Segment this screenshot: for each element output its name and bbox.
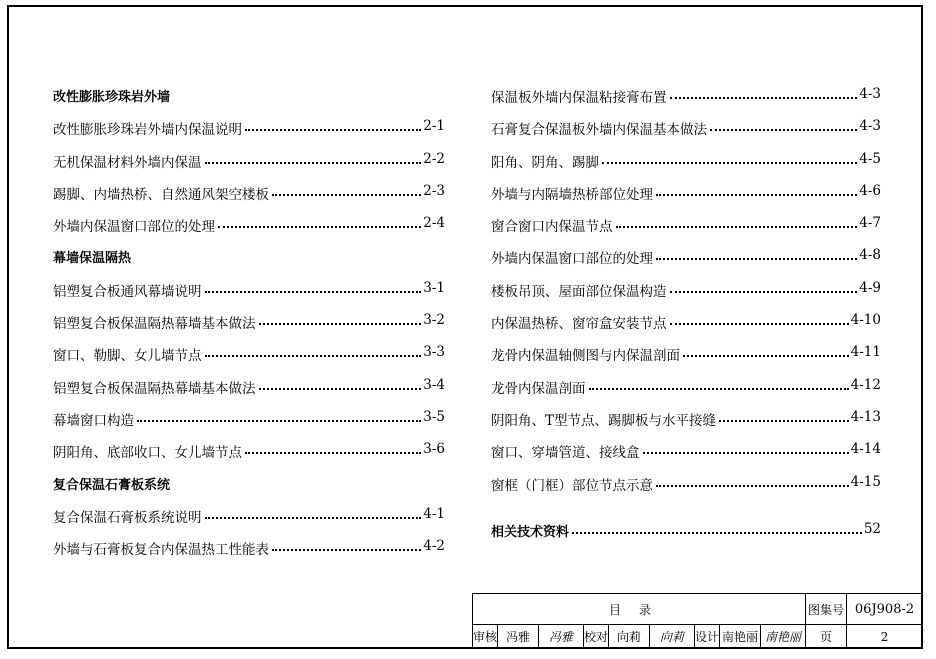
toc-entry-title: 改性膨胀珍珠岩外墙 (53, 90, 171, 105)
toc-entry (491, 312, 881, 344)
toc-entry (491, 183, 881, 215)
toc-entry-page: 52 (863, 520, 881, 537)
dot-leader (272, 538, 421, 551)
dot-leader (205, 280, 422, 293)
toc-entry (53, 280, 445, 312)
toc-entry (53, 118, 445, 150)
dot-leader (683, 344, 849, 357)
toc-entry (491, 474, 881, 506)
dot-leader (205, 344, 422, 357)
toc-entry-page: 4-11 (850, 344, 881, 361)
toc-entry (491, 280, 881, 312)
toc-section-heading (53, 474, 445, 506)
document-title: 目录 (473, 594, 806, 625)
toc-entry-page: 3-6 (423, 441, 445, 458)
toc-entry (491, 521, 881, 553)
toc-entry-title: 石膏复合保温板外墙内保温基本做法 (491, 122, 707, 139)
toc-entry-page: 4-9 (859, 279, 881, 296)
toc-entry (53, 344, 445, 376)
toc-entry-title: 相关技术资料 (491, 524, 570, 540)
toc-entry-title: 踢脚、内墙热桥、自然通风架空楼板 (53, 186, 269, 203)
dot-leader (602, 151, 857, 164)
dot-leader (710, 118, 857, 131)
toc-entry-title: 龙骨内保温剖面 (491, 380, 586, 397)
toc-entry-page: 2-2 (423, 150, 445, 167)
design-label: 设计 (695, 625, 720, 649)
toc-entry-page: 4-3 (859, 86, 881, 102)
toc-entry (53, 151, 445, 183)
toc-entry-page: 4-10 (850, 312, 881, 329)
toc-entry-page: 4-14 (850, 441, 881, 458)
toc-entry-title: 窗框（门框）部位节点示意 (491, 477, 653, 494)
toc-entry-page: 4-15 (850, 473, 881, 490)
toc-entry (53, 312, 445, 344)
dot-leader (670, 86, 858, 99)
toc-entry-title: 无机保温材料外墙内保温 (53, 154, 202, 171)
toc-entry-title: 窗口、穿墙管道、接线盒 (491, 445, 640, 462)
toc-entry (491, 86, 881, 118)
dot-leader (218, 215, 421, 228)
reviewer-name: 冯雅 (498, 625, 539, 649)
toc-section-heading (53, 86, 445, 118)
toc-left-column (53, 86, 445, 570)
page-label: 页 (806, 625, 847, 649)
toc-entry-page: 3-2 (423, 312, 445, 329)
toc-entry-page: 2-1 (423, 118, 445, 135)
toc-entry (491, 118, 881, 150)
toc-entry-title: 阳角、阴角、踢脚 (491, 154, 599, 171)
toc-entry (53, 183, 445, 215)
dot-leader (245, 441, 421, 454)
dot-leader (643, 441, 849, 454)
toc-entry (53, 441, 445, 473)
dot-leader (205, 506, 422, 519)
toc-entry (491, 441, 881, 473)
toc-entry-title: 保温板外墙内保温粘接膏布置 (491, 90, 667, 106)
toc-entry-page: 2-4 (423, 215, 445, 232)
dot-leader (245, 118, 421, 131)
atlas-number-label: 图集号 (806, 594, 847, 625)
title-block (472, 593, 923, 649)
dot-leader (719, 409, 849, 422)
toc-entry-page: 3-5 (423, 408, 445, 425)
dot-leader (656, 183, 857, 196)
toc-section-heading (53, 247, 445, 279)
toc-entry (491, 151, 881, 183)
toc-entry-title: 楼板吊顶、屋面部位保温构造 (491, 283, 667, 300)
dot-leader (259, 377, 422, 390)
designer-signature: 南艳丽 (761, 625, 806, 649)
toc-entry-title: 复合保温石膏板系统说明 (53, 509, 202, 526)
toc-entry (53, 506, 445, 538)
toc-entry (491, 409, 881, 441)
toc-entry-title: 阴阳角、底部收口、女儿墙节点 (53, 445, 242, 462)
checker-signature: 向莉 (650, 625, 695, 649)
toc-entry-title: 幕墙窗口构造 (53, 412, 134, 429)
review-label: 审核 (473, 625, 498, 649)
toc-entry-title: 铝塑复合板通风幕墙说明 (53, 283, 202, 300)
toc-entry-title: 外墙内保温窗口部位的处理 (491, 251, 653, 268)
toc-entry-page: 3-1 (423, 279, 445, 296)
dot-leader (572, 521, 862, 534)
toc-entry (491, 344, 881, 376)
toc-entry-title: 外墙与内隔墙热桥部位处理 (491, 186, 653, 203)
dot-leader (656, 247, 857, 260)
toc-entry-title: 内保温热桥、窗帘盒安装节点 (491, 316, 667, 333)
reviewer-signature: 冯雅 (539, 625, 584, 649)
toc-entry-page: 4-7 (859, 215, 881, 232)
toc-entry-page: 4-13 (850, 408, 881, 425)
dot-leader (205, 151, 422, 164)
toc-entry-page: 3-3 (423, 344, 445, 361)
toc-entry-page: 2-3 (423, 182, 445, 199)
toc-entry-title: 铝塑复合板保温隔热幕墙基本做法 (53, 316, 256, 333)
toc-entry (491, 247, 881, 279)
toc-entry-title: 阴阳角、T型节点、踢脚板与水平接缝 (491, 412, 717, 429)
dot-leader (656, 474, 849, 487)
dot-leader (670, 280, 858, 293)
atlas-number: 06J908-2 (847, 594, 923, 625)
toc-entry-title: 外墙内保温窗口部位的处理 (53, 219, 215, 236)
dot-leader (137, 409, 421, 422)
page-number: 2 (847, 625, 923, 649)
toc-entry-page: 4-2 (423, 538, 445, 555)
toc-entry-title: 复合保温石膏板系统 (53, 477, 171, 493)
toc-entry-title: 铝塑复合板保温隔热幕墙基本做法 (53, 380, 256, 397)
toc-entry (53, 377, 445, 409)
toc-entry (491, 215, 881, 247)
dot-leader (670, 312, 849, 325)
toc-entry-title: 外墙与石膏板复合内保温热工性能表 (53, 542, 269, 559)
designer-name: 南艳丽 (720, 625, 761, 649)
checker-name: 向莉 (609, 625, 650, 649)
dot-leader (589, 377, 849, 390)
toc-entry (53, 409, 445, 441)
toc-entry (53, 215, 445, 247)
dot-leader (616, 215, 858, 228)
toc-entry-title: 窗口、勒脚、女儿墙节点 (53, 348, 202, 365)
toc-entry-page: 4-8 (859, 247, 881, 264)
toc-entry (53, 538, 445, 570)
toc-entry-title: 改性膨胀珍珠岩外墙内保温说明 (53, 122, 242, 139)
toc-entry-page: 3-4 (423, 376, 445, 393)
check-label: 校对 (584, 625, 609, 649)
toc-entry-page: 4-5 (859, 150, 881, 167)
dot-leader (259, 312, 422, 325)
toc-entry-page: 4-3 (859, 118, 881, 135)
toc-entry-page: 4-12 (850, 376, 881, 393)
toc-entry-page: 4-6 (859, 182, 881, 199)
toc-right-column (491, 86, 881, 553)
toc-entry (491, 377, 881, 409)
toc-entry-title: 幕墙保温隔热 (53, 251, 132, 267)
toc-entry-title: 龙骨内保温轴侧图与内保温剖面 (491, 348, 680, 365)
toc-entry-title: 窗合窗口内保温节点 (491, 219, 613, 236)
toc-entry-page: 4-1 (423, 505, 445, 522)
dot-leader (272, 183, 421, 196)
